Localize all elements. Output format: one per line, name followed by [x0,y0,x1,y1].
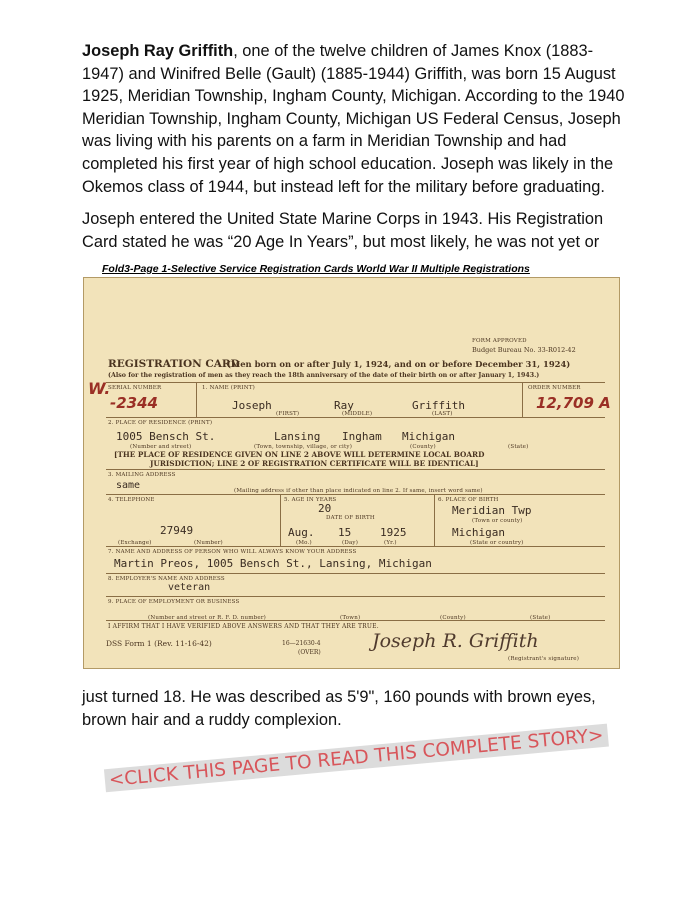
order-label: ORDER NUMBER [528,385,581,391]
dob-label: DATE OF BIRTH [326,515,375,521]
residence-county: Ingham [342,430,382,443]
read-complete-story-text: <CLICK THIS PAGE TO READ THIS COMPLETE STORY> [108,724,605,791]
registration-card-image [83,277,620,669]
card-title: REGISTRATION CARD [108,358,240,370]
yr-sub: (Yr.) [384,540,397,546]
first-sub-label: (FIRST) [276,411,300,417]
residence-label: 2. PLACE OF RESIDENCE (PRINT) [108,420,213,426]
day-sub: (Day) [342,540,359,546]
birthplace-label: 6. PLACE OF BIRTH [438,497,499,503]
image-caption: Fold3-Page 1-Selective Service Registration Cards World War II Multiple Registrations [102,263,530,275]
last-sub-label: (LAST) [432,411,453,417]
dob-month: Aug. [288,526,315,539]
number-sub: (Number) [194,540,223,546]
over-label: (OVER) [298,649,321,656]
telephone-number: 27949 [160,524,194,537]
birthplace-town-sub: (Town or county) [472,518,523,524]
res-sub-county: (County) [410,444,436,450]
birthplace-state-sub: (State or country) [470,540,524,546]
card-title-note: (Men born on or after July 1, 1924, and on or before December 31, 1924) [227,359,571,369]
dob-day: 15 [338,526,352,539]
residence-state: Michigan [402,430,455,443]
residence-city: Lansing [274,430,321,443]
signature-sub: (Registrant's signature) [508,656,580,662]
residence-street: 1005 Bensch St. [116,430,216,443]
middle-sub-label: (MIDDLE) [342,411,373,417]
card-subtitle: (Also for the registration of men as they reach the 18th anniversary of the date of their birth on or after January 1, 1943.) [108,372,540,379]
intro-text: , one of the twelve children of James Knox (1883-1947) and Winifred Belle (Gault) (1885-1944) Griffith, was born 15 August 1925, Meridian Township, Ingham County, Michigan. According to the 1940 Meridian Township, Ingham County, Michigan US Federal Census, Joseph was living with his parents on a farm in Meridian Township and had completed his first year of high school education. Joseph was likely in the Okemos class of 1944, but instead left for the military before graduating. [82,42,625,196]
description-paragraph: just turned 18. He was described as 5'9", 160 pounds with brown eyes, brown hair and a ruddy complexion. [82,688,596,729]
dss-form: DSS Form 1 (Rev. 11-16-42) [106,639,212,648]
subject-name: Joseph Ray Griffith [82,42,234,60]
jurisdiction-line-2: JURISDICTION; LINE 2 OF REGISTRATION CERTIFICATE WILL BE IDENTICAL] [150,459,479,468]
order-number: 12,709 A [536,394,611,412]
pencil-mark: W. [88,379,111,398]
jurisdiction-line-1: [THE PLACE OF RESIDENCE GIVEN ON LINE 2 ABOVE WILL DETERMINE LOCAL BOARD [114,450,485,459]
emp-sub-town: (Town) [340,615,361,621]
birthplace-state: Michigan [452,526,505,539]
contact-value: Martin Preos, 1005 Bensch St., Lansing, Michigan [114,557,432,570]
res-sub-street: (Number and street) [130,444,192,450]
birthplace-town: Meridian Twp [452,504,532,517]
name-label: 1. NAME (PRINT) [202,385,255,391]
form-approved: FORM APPROVED [472,338,527,344]
budget-bureau: Budget Bureau No. 33-R012-42 [472,346,576,354]
telephone-label: 4. TELEPHONE [108,497,155,503]
read-complete-story-link[interactable] [108,725,604,791]
age-label: 5. AGE IN YEARS [284,497,337,503]
serial-number: -2344 [110,394,158,412]
employment-label: 9. PLACE OF EMPLOYMENT OR BUSINESS [108,599,240,605]
age-value: 20 [318,502,332,515]
mailing-address: same [116,480,141,491]
marine-corps-paragraph: Joseph entered the United State Marine Corps in 1943. His Registration Card stated he was “20 Age In Years”, but most likely, he was not yet or [82,210,604,251]
res-sub-state: (State) [508,444,529,450]
mo-sub: (Mo.) [296,540,312,546]
contact-label: 7. NAME AND ADDRESS OF PERSON WHO WILL ALWAYS KNOW YOUR ADDRESS [108,549,357,555]
employer-value: veteran [168,582,211,593]
mailing-label: 3. MAILING ADDRESS [108,472,176,478]
form-code: 16—21630-4 [282,640,321,647]
last-name: Griffith [412,399,465,412]
intro-paragraph [82,40,627,198]
exchange-sub: (Exchange) [118,540,152,546]
serial-label: SERIAL NUMBER [108,385,162,391]
first-name: Joseph [232,399,272,412]
affirm-statement: I AFFIRM THAT I HAVE VERIFIED ABOVE ANSWERS AND THAT THEY ARE TRUE. [108,623,379,630]
middle-name: Ray [334,399,354,412]
employer-label: 8. EMPLOYER'S NAME AND ADDRESS [108,576,225,582]
dob-year: 1925 [380,526,407,539]
emp-sub-county: (County) [440,615,466,621]
emp-sub-street: (Number and street or R. F. D. number) [148,615,267,621]
registrant-signature: Joseph R. Griffith [372,630,539,652]
mailing-sub: (Mailing address if other than place indicated on line 2. If same, insert word same) [234,488,483,494]
res-sub-town: (Town, township, village, or city) [254,444,353,450]
emp-sub-state: (State) [530,615,551,621]
